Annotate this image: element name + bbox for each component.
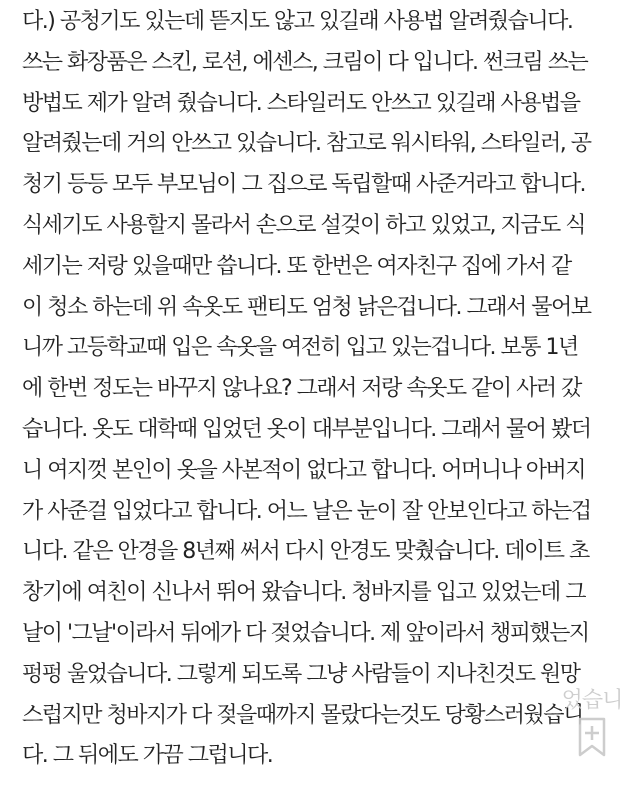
- watermark: [548, 689, 636, 775]
- text-line: 청기 등등 모두 부모님이 그 집으로 독립할때 사준거라고 합니다.: [22, 172, 585, 198]
- text-line: 니 여지껏 본인이 옷을 사본적이 없다고 합니다. 어머니나 아버지: [22, 457, 585, 483]
- text-line: 니까 고등학교때 입은 속옷을 여전히 입고 있는겁니다. 보통 1년: [22, 335, 578, 361]
- text-line: 이 청소 하는데 위 속옷도 팬티도 엄청 낡은겁니다. 그래서 물어보: [22, 294, 591, 320]
- text-line: 에 한번 정도는 바꾸지 않나요? 그래서 저랑 속옷도 같이 사러 갔: [22, 376, 581, 402]
- text-line: 니다. 같은 안경을 8년째 써서 다시 안경도 맞췄습니다. 데이트 초: [22, 539, 589, 565]
- text-line: 다.) 공청기도 있는데 뜯지도 않고 있길래 사용법 알려줬습니다.: [22, 9, 573, 34]
- text-line: 다. 그 뒤에도 가끔 그럽니다.: [22, 743, 273, 769]
- bookmark-plus-icon: [577, 717, 607, 757]
- text-line: 세기는 저랑 있을때만 씁니다. 또 한번은 여자친구 집에 가서 같: [22, 253, 571, 279]
- text-line: 가 사준걸 입었다고 합니다. 어느 날은 눈이 잘 안보인다고 하는겁: [22, 498, 591, 524]
- post-body: [22, 2, 622, 777]
- text-line: 방법도 제가 알려 줬습니다. 스타일러도 안쓰고 있길래 사용법을: [22, 90, 580, 116]
- text-line: 습니다. 옷도 대학때 입었던 옷이 대부분입니다. 그래서 물어 봤더: [22, 416, 591, 442]
- text-line: 날이 '그날'이라서 뒤에가 다 젖었습니다. 제 앞이라서 챙피했는지: [22, 620, 589, 646]
- text-line: 스럽지만 청바지가 다 젖을때까지 몰랐다는것도 당황스러웠습니: [22, 702, 583, 728]
- text-line: 쓰는 화장품은 스킨, 로션, 에센스, 크림이 다 입니다. 썬크림 쓰는: [22, 49, 588, 75]
- text-line: 펑펑 울었습니다. 그렇게 되도록 그냥 사람들이 지나친것도 원망: [22, 661, 580, 687]
- text-line: 알려줬는데 거의 안쓰고 있습니다. 참고로 워시타워, 스타일러, 공: [22, 131, 591, 157]
- text-line: 식세기도 사용할지 몰라서 손으로 설겆이 하고 있었고, 지금도 식: [22, 212, 585, 238]
- watermark-text: 었습니: [561, 688, 623, 713]
- text-line: 창기에 여친이 신나서 뛰어 왔습니다. 청바지를 입고 있었는데 그: [22, 580, 585, 606]
